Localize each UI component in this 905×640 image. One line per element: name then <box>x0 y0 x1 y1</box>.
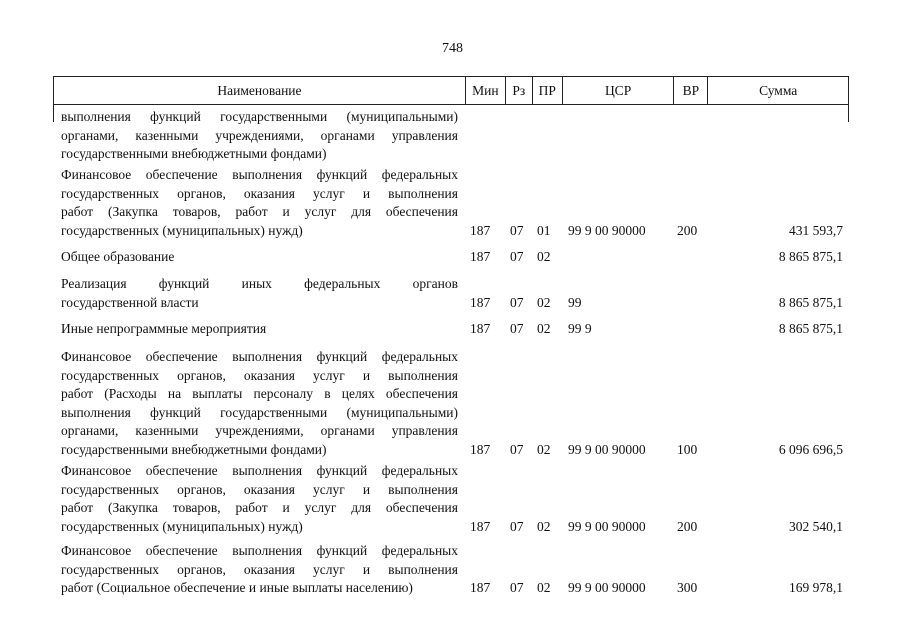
cell-min: 187 <box>470 580 491 596</box>
row-name <box>61 348 458 460</box>
header-csr: ЦСР <box>562 77 674 104</box>
table-row <box>0 320 905 339</box>
row-name-line: государственных органов, оказания услуг и выполнения <box>61 481 458 497</box>
cell-vr: 100 <box>677 442 698 457</box>
cell-rz: 07 <box>510 294 524 310</box>
cell-csr: 99 <box>568 294 582 310</box>
cell-min: 187 <box>470 294 491 310</box>
cell-rz: 07 <box>510 518 524 534</box>
header-sum: Сумма <box>707 77 848 104</box>
header-name: Наименование <box>217 82 302 98</box>
row-name-line: Финансовое обеспечение выполнения функций федеральных <box>61 463 458 478</box>
header-pr: ПР <box>532 77 562 104</box>
row-name-line: государственных (муниципальных) нужд) <box>61 222 303 238</box>
row-name <box>61 248 458 267</box>
row-name-line: государственных органов, оказания услуг и выполнения <box>61 561 458 577</box>
cell-rz: 07 <box>510 249 524 264</box>
header-min: Мин <box>465 77 505 104</box>
row-name <box>61 462 458 536</box>
cell-vr: 300 <box>677 580 698 596</box>
table-header <box>53 76 849 105</box>
table-row <box>0 275 905 312</box>
row-name-line: государственных (муниципальных) нужд) <box>61 518 303 534</box>
row-name <box>61 542 458 598</box>
row-name-line: выполнения функций государственными (муниципальными) <box>61 404 458 420</box>
cell-csr: 99 9 <box>568 321 592 336</box>
row-name <box>61 108 458 164</box>
cell-csr: 99 9 00 90000 <box>568 442 646 457</box>
cell-sum: 302 540,1 <box>789 518 843 534</box>
cell-sum: 8 865 875,1 <box>778 249 843 264</box>
row-name-line: органами, казенными учреждениями, органами управления <box>61 423 458 439</box>
row-name-line: работ (Закупка товаров, работ и услуг для обеспечения <box>61 500 458 516</box>
row-name-line: государственными внебюджетными фондами) <box>61 146 327 162</box>
cell-rz: 07 <box>510 321 524 336</box>
cell-csr: 99 9 00 90000 <box>568 518 646 534</box>
table-row <box>0 108 905 164</box>
row-name-line: Финансовое обеспечение выполнения функций федеральных <box>61 167 458 182</box>
row-name-line: Иные непрограммные мероприятия <box>61 321 267 336</box>
table-row <box>0 348 905 460</box>
cell-min: 187 <box>470 249 491 264</box>
row-name-line: выполнения функций государственными (муниципальными) <box>61 109 458 124</box>
row-name-line: Финансовое обеспечение выполнения функций федеральных <box>61 543 458 558</box>
row-name-line: работ (Закупка товаров, работ и услуг для обеспечения <box>61 204 458 220</box>
row-name <box>61 275 458 312</box>
cell-rz: 07 <box>510 580 524 596</box>
row-name-line: государственных органов, оказания услуг и выполнения <box>61 367 458 383</box>
cell-rz: 07 <box>510 442 524 457</box>
row-name-line: органами, казенными учреждениями, органами управления <box>61 127 458 143</box>
row-name-line: работ (Социальное обеспечение и иные выплаты населению) <box>61 580 413 596</box>
cell-sum: 6 096 696,5 <box>778 442 843 457</box>
cell-vr: 200 <box>677 518 698 534</box>
cell-min: 187 <box>470 321 491 336</box>
cell-csr: 99 9 00 90000 <box>568 580 646 596</box>
cell-sum: 169 978,1 <box>789 580 843 596</box>
row-name-line: Реализация функций иных федеральных органов <box>61 276 458 291</box>
row-name-line: работ (Расходы на выплаты персоналу в целях обеспечения <box>61 386 458 402</box>
cell-csr: 99 9 00 90000 <box>568 222 646 238</box>
cell-min: 187 <box>470 518 491 534</box>
cell-sum: 8 865 875,1 <box>778 321 843 336</box>
row-name <box>61 166 458 240</box>
cell-sum: 431 593,7 <box>789 222 843 238</box>
row-name-line: Общее образование <box>61 249 175 264</box>
cell-min: 187 <box>470 442 491 457</box>
row-name-line: государственной власти <box>61 294 199 310</box>
cell-pr: 02 <box>537 321 551 336</box>
row-name-line: государственными внебюджетными фондами) <box>61 441 327 457</box>
cell-pr: 02 <box>537 294 551 310</box>
row-name-line: Финансовое обеспечение выполнения функций федеральных <box>61 349 458 364</box>
table-row <box>0 542 905 598</box>
header-vr: ВР <box>673 77 707 104</box>
cell-pr: 01 <box>537 222 551 238</box>
header-rz: Рз <box>505 77 532 104</box>
row-name-line: государственных органов, оказания услуг и выполнения <box>61 185 458 201</box>
cell-pr: 02 <box>537 249 551 264</box>
cell-pr: 02 <box>537 442 551 457</box>
cell-pr: 02 <box>537 518 551 534</box>
page-number: 748 <box>442 41 463 56</box>
cell-rz: 07 <box>510 222 524 238</box>
cell-min: 187 <box>470 222 491 238</box>
table-row <box>0 166 905 240</box>
cell-sum: 8 865 875,1 <box>778 294 843 310</box>
table-row <box>0 462 905 536</box>
table-row <box>0 248 905 267</box>
cell-vr: 200 <box>677 222 698 238</box>
row-name <box>61 320 458 339</box>
cell-pr: 02 <box>537 580 551 596</box>
